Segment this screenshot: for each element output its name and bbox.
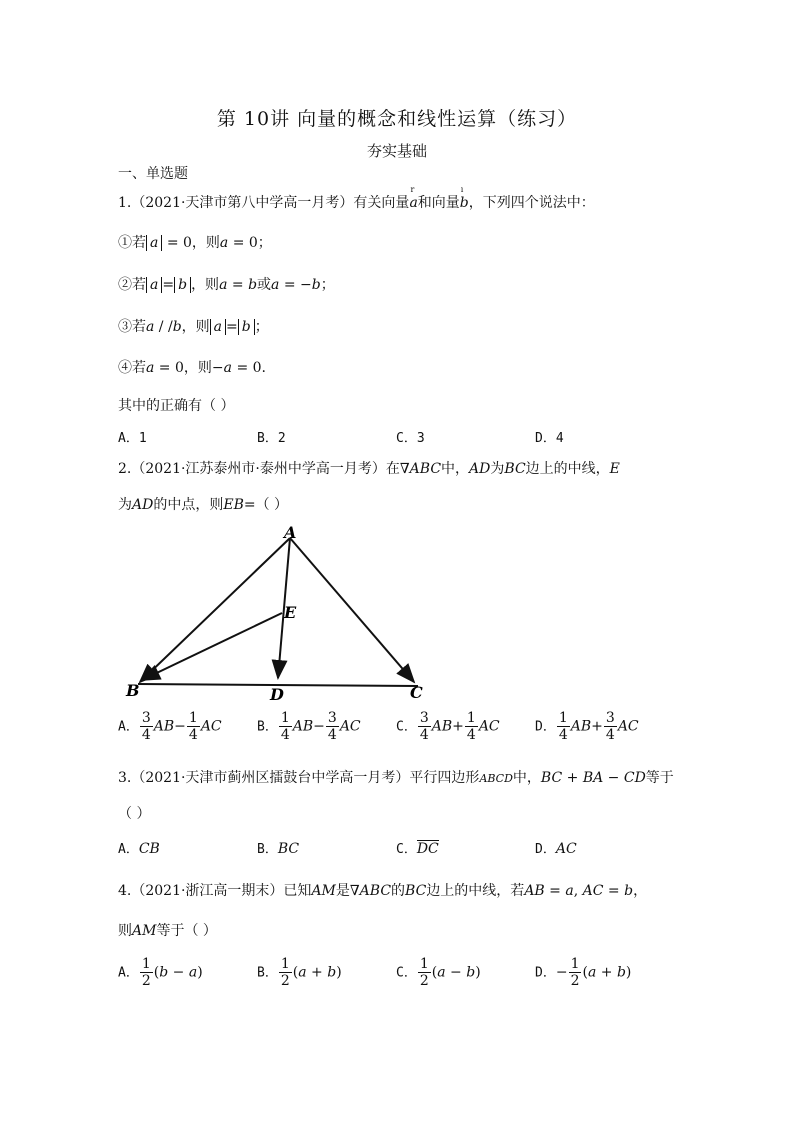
q3-option-b[interactable]: B．BC [257,841,300,857]
q2-stem-line1: 2.（2021·江苏泰州市·泰州中学高一月考）在∇ABC中，AD为BC边上的中线，E [118,461,620,477]
q3-option-c[interactable]: C．DC [396,841,439,857]
label-c: C [410,683,423,702]
vector-a: a r [409,185,418,211]
q4-option-d[interactable]: D．− $\frac{1}{2}$ (a + b) [535,956,632,989]
q2-option-c[interactable]: C． $\frac{3}{4}$ AB+ $\frac{1}{4}$ AC [396,710,500,743]
q3-paren: （ ） [118,806,151,822]
triangle-figure [118,520,448,705]
label-a: A [284,523,297,542]
q1-option-a[interactable]: A．1 [118,431,147,446]
q4-option-c[interactable]: C． $\frac{1}{2}$ (a − b) [396,956,481,989]
segment-eb [142,613,282,680]
segment-ac [290,538,414,682]
q4-stem-line2: 则AM等于（ ） [118,923,217,939]
label-d: D [270,685,284,704]
q2-option-a[interactable]: A． $\frac{3}{4}$ AB− $\frac{1}{4}$ AC [118,710,222,743]
q1-option-b[interactable]: B．2 [257,431,286,446]
q3-stem: 3.（2021·天津市蓟州区擂鼓台中学高一月考）平行四边形ABCD中，BC + BA − CD等于 [118,770,674,786]
page-subtitle: 夯实基础 [366,142,427,160]
q4-stem-line1: 4.（2021·浙江高一期末）已知AM是∇ABC的BC边上的中线，若AB = a, AC = b， [118,883,648,899]
q1-option-c[interactable]: C．3 [396,431,425,446]
q1-stem: 1.（2021·天津市第八中学高一月考）有关向量a r 和向量b ı ，下列四个说法中： [118,185,595,211]
q1-item-2: ②若 a = b ，则a = b或a = −b； [118,277,335,293]
q2-option-b[interactable]: B． $\frac{1}{4}$ AB− $\frac{3}{4}$ AC [257,710,361,743]
q3-option-d[interactable]: D．AC [535,841,577,857]
q3-option-a[interactable]: A．CB [118,841,160,857]
label-e: E [284,603,297,622]
q1-option-d[interactable]: D．4 [535,431,564,446]
q4-option-b[interactable]: B． $\frac{1}{2}$ (a + b) [257,956,342,989]
segment-ab [140,538,290,682]
label-b: B [126,681,140,700]
q1-ask: 其中的正确有（ ） [118,398,235,414]
q1-item-1: ①若 a = 0，则a = 0； [118,235,272,251]
q2-option-d[interactable]: D． $\frac{1}{4}$ AB+ $\frac{3}{4}$ AC [535,710,639,743]
section-heading: 一、单选题 [118,166,188,182]
page-title: 第 10讲 向量的概念和线性运算（练习） [216,108,578,130]
q2-stem-line2: 为AD的中点，则EB=（ ） [118,497,289,513]
q4-option-a[interactable]: A． $\frac{1}{2}$ (b − a) [118,956,203,989]
vector-b: b ı [459,185,469,211]
q1-item-3: ③若a / /b，则 a = b ； [118,319,269,335]
q1-item-4: ④若a = 0，则−a = 0. [118,360,266,376]
